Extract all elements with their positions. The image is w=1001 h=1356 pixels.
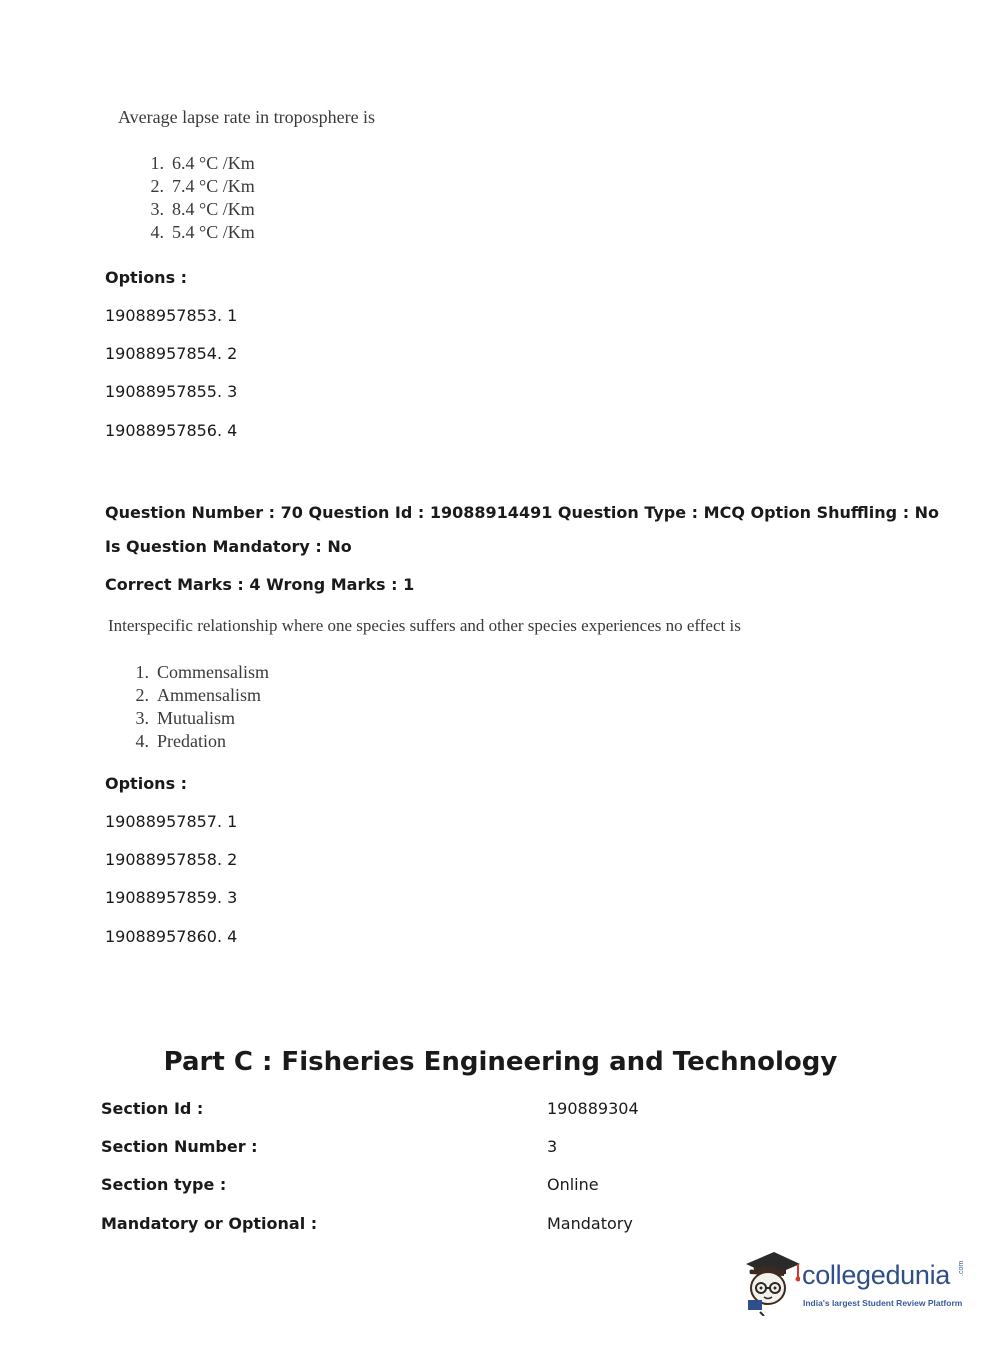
answer-choice: 3. Mutualism xyxy=(135,708,236,728)
question-stem: Average lapse rate in troposphere is xyxy=(118,107,376,127)
options-label: Options : xyxy=(105,774,188,793)
answer-choice: 2. 7.4 °C /Km xyxy=(150,176,255,196)
section-type-label: Section type : xyxy=(101,1175,227,1194)
answer-choice: 1. 6.4 °C /Km xyxy=(150,153,255,173)
options-label: Options : xyxy=(105,268,188,287)
answer-choice-list xyxy=(140,152,255,244)
question-marks: Correct Marks : 4 Wrong Marks : 1 xyxy=(105,575,415,594)
mandatory-optional-value: Mandatory xyxy=(547,1214,633,1233)
logo-suffix: .com xyxy=(958,1260,965,1276)
option-id: 19088957857. 1 xyxy=(105,812,238,831)
section-number-value: 3 xyxy=(547,1137,558,1156)
logo-tagline: India's largest Student Review Platform xyxy=(803,1298,963,1308)
question-stem: Interspecific relationship where one species suffers and other species experiences no effect is xyxy=(108,616,741,635)
mandatory-optional-label: Mandatory or Optional : xyxy=(101,1214,318,1233)
question-mandatory: Is Question Mandatory : No xyxy=(105,537,352,556)
answer-choice: 1. Commensalism xyxy=(135,662,269,682)
question-header: Question Number : 70 Question Id : 19088914491 Question Type : MCQ Option Shuffling : No xyxy=(105,503,940,522)
section-id-value: 190889304 xyxy=(547,1099,639,1118)
option-id: 19088957855. 3 xyxy=(105,382,238,401)
option-id: 19088957858. 2 xyxy=(105,850,238,869)
answer-choice: 3. 8.4 °C /Km xyxy=(150,199,255,219)
student-mascot-icon xyxy=(740,1248,800,1316)
option-id: 19088957856. 4 xyxy=(105,421,238,440)
option-id: 19088957854. 2 xyxy=(105,344,238,363)
section-number-label: Section Number : xyxy=(101,1137,258,1156)
section-id-label: Section Id : xyxy=(101,1099,204,1118)
answer-choice-list xyxy=(125,661,269,753)
collegedunia-logo xyxy=(740,1248,970,1318)
answer-choice: 4. Predation xyxy=(135,731,226,751)
logo-wordmark: collegedunia xyxy=(802,1260,951,1290)
section-title: Part C : Fisheries Engineering and Technology xyxy=(163,1047,838,1077)
section-type-value: Online xyxy=(547,1175,599,1194)
answer-choice: 2. Ammensalism xyxy=(135,685,261,705)
option-id: 19088957859. 3 xyxy=(105,888,238,907)
option-id: 19088957860. 4 xyxy=(105,927,238,946)
option-id: 19088957853. 1 xyxy=(105,306,238,325)
answer-choice: 4. 5.4 °C /Km xyxy=(150,222,255,242)
